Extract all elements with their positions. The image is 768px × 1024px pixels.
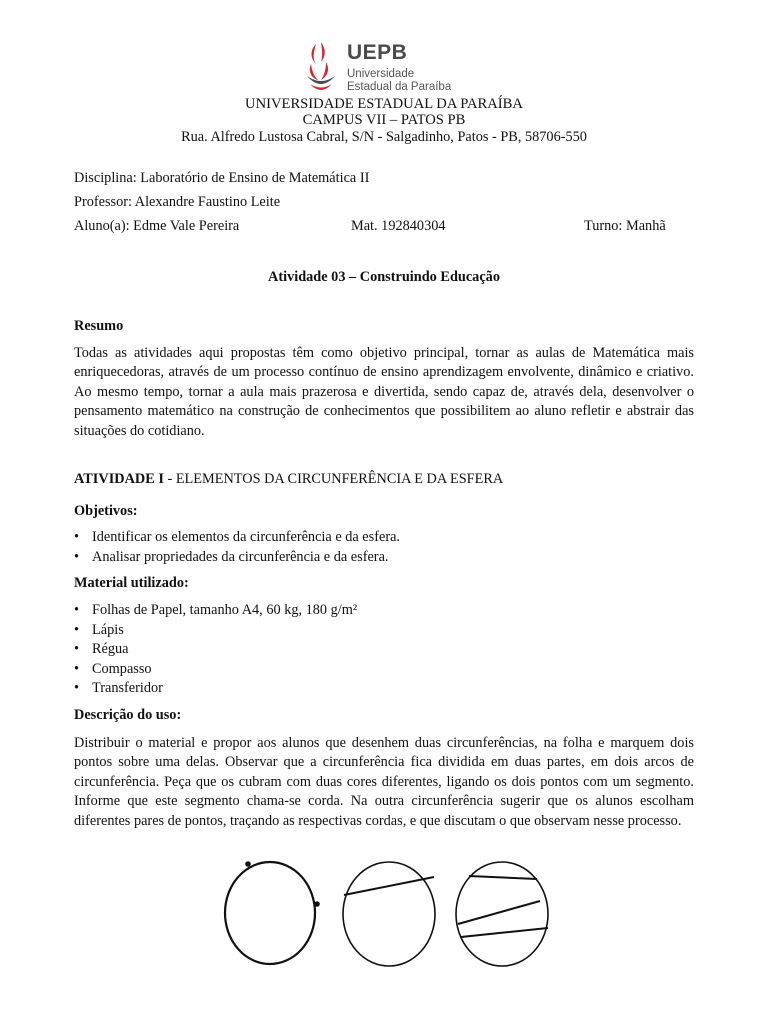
circles-figure xyxy=(222,858,552,970)
atividade-heading-bold: ATIVIDADE I xyxy=(74,471,164,487)
resumo-heading: Resumo xyxy=(74,318,124,334)
descricao-paragraph: Distribuir o material e propor aos alunos que desenhem duas circunferências, na folha e marquem dois pontos sobre uma delas. Observar que a circunferência fica dividida em duas partes, em dois arcos de circunferência. Peça que os cubram com duas cores diferentes, ligando os dois pontos com um segmento. Informe que este segmento chama-se corda. Na outra circunferência sugerir que os alunos escolham diferentes pares de pontos, traçando as respectivas cordas, e que discutam o que observam nesse processo. xyxy=(74,735,694,829)
uepb-flame-icon xyxy=(302,40,340,94)
descricao-heading: Descrição do uso: xyxy=(74,707,182,723)
turno-line: Turno: Manhã xyxy=(584,218,666,234)
material-heading: Material utilizado: xyxy=(74,575,189,591)
list-item: • Folhas de Papel, tamanho A4, 60 kg, 180 g/m² xyxy=(74,601,357,621)
logo-subtitle-1: Universidade xyxy=(347,68,415,80)
list-item: • Transferidor xyxy=(74,679,357,699)
atividade-heading-rest: - ELEMENTOS DA CIRCUNFERÊNCIA E DA ESFERA xyxy=(163,471,504,487)
list-item: • Régua xyxy=(74,640,357,660)
matricula-line: Mat. 192840304 xyxy=(351,218,446,234)
circle-with-one-chord xyxy=(343,862,435,966)
list-item: • Analisar propriedades da circunferência e da esfera. xyxy=(74,548,400,568)
campus-name: CAMPUS VII – PATOS PB xyxy=(302,112,466,128)
address-line: Rua. Alfredo Lustosa Cabral, S/N - Salgadinho, Patos - PB, 58706-550 xyxy=(181,129,587,145)
atividade-heading xyxy=(74,471,503,488)
resumo-paragraph: Todas as atividades aqui propostas têm como objetivo principal, tornar as aulas de Matemática mais enriquecedoras, através de um processo contínuo de ensino aprendizagem envolvente, dinâmico e criativo. Ao mesmo tempo, tornar a aula mais prazerosa e divertida, sendo capaz de, através dela, desenvolver o pensamento matemático na construção de conhecimentos que possibilitem ao aluno refletir e abstrair das situações do cotidiano. xyxy=(74,345,694,439)
objetivos-list xyxy=(74,528,400,567)
disciplina-line: Disciplina: Laboratório de Ensino de Matemática II xyxy=(74,170,370,186)
circle-with-two-points xyxy=(225,861,320,964)
list-item: • Identificar os elementos da circunferência e da esfera. xyxy=(74,528,400,548)
professor-line: Professor: Alexandre Faustino Leite xyxy=(74,194,281,210)
aluno-line: Aluno(a): Edme Vale Pereira xyxy=(74,218,240,234)
list-item: • Lápis xyxy=(74,621,357,641)
list-item: • Compasso xyxy=(74,660,357,680)
circle-with-three-chords xyxy=(456,862,548,966)
objetivos-heading: Objetivos: xyxy=(74,503,138,519)
material-list xyxy=(74,601,357,699)
university-name: UNIVERSIDADE ESTADUAL DA PARAÍBA xyxy=(245,96,523,112)
logo-name: UEPB xyxy=(347,41,408,64)
logo-subtitle-2: Estadual da Paraíba xyxy=(347,81,452,93)
activity-title: Atividade 03 – Construindo Educação xyxy=(268,269,500,285)
uepb-logo xyxy=(302,40,472,94)
